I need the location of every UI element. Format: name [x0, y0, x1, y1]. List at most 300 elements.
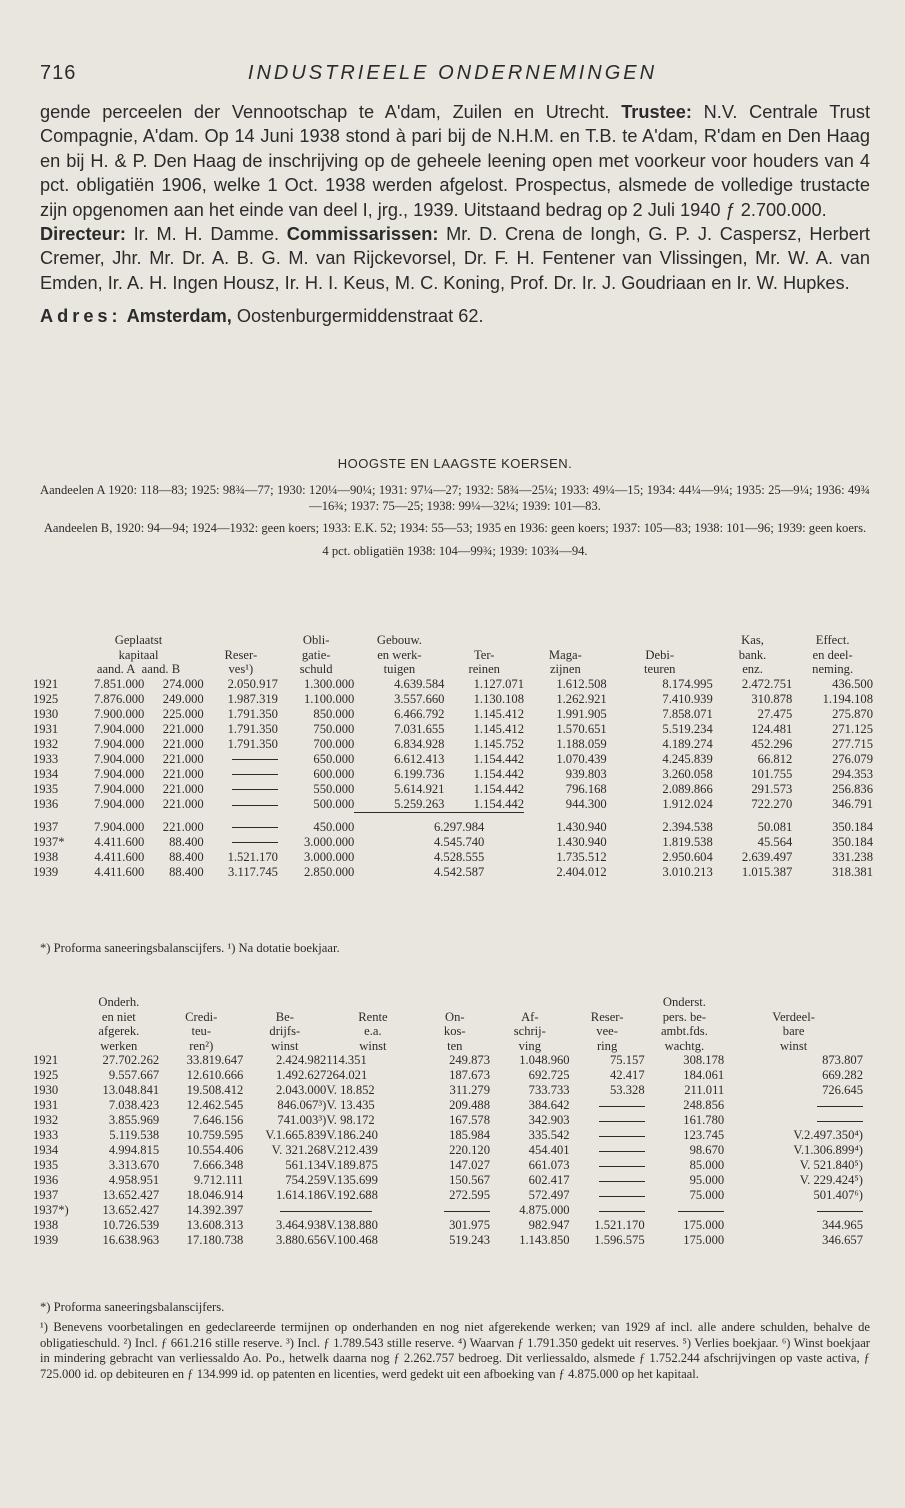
- table-cell: 2.950.604: [662, 849, 713, 864]
- table-cell: 7.904.000: [93, 766, 145, 781]
- table-cell: 572.497: [528, 1188, 570, 1203]
- table-cell: 1.015.387: [741, 864, 793, 879]
- table-cell: 271.125: [832, 721, 873, 736]
- table-cell: 75.157: [609, 1053, 645, 1068]
- table-cell: 1.145.752: [473, 736, 524, 751]
- table-cell: 221.000: [162, 751, 204, 766]
- numbered-footnotes: ¹) Benevens voorbetalingen en gedeclareerde termijnen op onderhanden en nog niet afgerekende werken; van 1929 af incl. alle andere schulden, behalve de obligatieschuld. ²) Incl. ƒ 661.216 stille reserve. ³) Incl. ƒ 1.789.543 stille reserve. ⁴) Waarvan ƒ 1.791.350 gedekt uit reserves. ⁵) Verlies boekjaar. ⁶) Winst boekjaar in mindering gebracht van verliessaldo Ao. Po., hetwelk daarna nog ƒ 2.262.757 bedroeg. Dit verliessaldo, alsmede ƒ 1.752.244 afschrijvingen op vaste activa, ƒ 725.000 id. op debiteuren en ƒ 134.999 id. op patenten en licenties, werd gedekt uit een afboeking van ƒ 4.875.000 op het kapitaal.: [40, 1320, 870, 1381]
- table-cell: [570, 1188, 645, 1203]
- table-cell: 661.073: [528, 1158, 570, 1173]
- table-cell: 1.612.508: [556, 676, 607, 691]
- table-cell: 561.134: [285, 1158, 327, 1173]
- table-cell: 1.300.000: [303, 676, 355, 691]
- table-cell: 10.759.595: [186, 1128, 244, 1143]
- table-cell: 2.089.866: [662, 781, 713, 796]
- table-cell: [204, 835, 278, 850]
- table-cell: 221.000: [162, 736, 204, 751]
- year-cell: 1932: [33, 1113, 59, 1128]
- table-cell: 175.000: [683, 1218, 725, 1233]
- table-cell: 4.958.951: [108, 1173, 160, 1188]
- header-magazijnen: Maga- zijnen: [548, 647, 582, 677]
- table-row: [33, 692, 873, 707]
- table-cell: 1.791.350: [227, 721, 278, 736]
- table-cell: [724, 1203, 863, 1218]
- table-cell: 1.070.439: [556, 751, 607, 766]
- table-cell: 344.965: [822, 1218, 863, 1233]
- table-row: [33, 707, 873, 722]
- table-cell: 3.000.000: [303, 849, 355, 864]
- address-line: Adres: Amsterdam, Oostenburgermiddenstraat 62.: [40, 306, 484, 327]
- table-cell: V.192.688: [326, 1188, 378, 1203]
- table-cell: 7.904.000: [93, 721, 145, 736]
- table-cell: 2.394.538: [662, 819, 713, 834]
- table-cell: 1.127.071: [473, 676, 524, 691]
- table-cell: 550.000: [313, 781, 355, 796]
- table-cell: 7.904.000: [93, 751, 145, 766]
- table-cell: 123.745: [683, 1128, 725, 1143]
- table-cell: 722.270: [751, 797, 793, 812]
- table-cell: 16.638.963: [102, 1233, 160, 1248]
- table-cell: 4.639.584: [394, 676, 445, 691]
- table-row: [33, 812, 873, 835]
- table-cell: 18.046.914: [186, 1188, 244, 1203]
- table-cell: 3.260.058: [662, 766, 713, 781]
- dash-mark: [599, 1196, 645, 1197]
- table-cell: 33.819.647: [186, 1053, 244, 1068]
- year-cell: 1933: [33, 751, 59, 766]
- table-cell: 249.873: [449, 1053, 491, 1068]
- table-cell: 6.466.792: [394, 706, 445, 721]
- dash-mark: [599, 1166, 645, 1167]
- dash-mark: [817, 1211, 863, 1212]
- table-cell: 1.912.024: [662, 797, 713, 812]
- table-cell: V. 229.424⁵): [799, 1173, 863, 1188]
- table-cell: 12.610.666: [186, 1068, 244, 1083]
- table-cell: 185.984: [449, 1128, 491, 1143]
- table-cell: 850.000: [313, 706, 355, 721]
- table-cell: 209.488: [449, 1098, 491, 1113]
- table-cell: 2.639.497: [741, 849, 793, 864]
- table-cell: 754.259: [285, 1173, 327, 1188]
- table-cell: 1.048.960: [519, 1053, 570, 1068]
- table-cell: 85.000: [689, 1158, 725, 1173]
- table-cell: 436.500: [832, 676, 873, 691]
- table-row: [33, 1113, 863, 1128]
- table-cell: 3.000.000: [303, 834, 355, 849]
- price-section: [40, 456, 870, 566]
- table-cell: V. 98.172: [326, 1113, 375, 1128]
- table-cell: 308.178: [683, 1053, 725, 1068]
- table-cell: 220.120: [449, 1143, 491, 1158]
- table-cell: 10.726.539: [102, 1218, 160, 1233]
- year-cell: 1921: [33, 676, 59, 691]
- header-debiteuren: Debi- teuren: [644, 647, 676, 677]
- table-cell: 5.519.234: [662, 721, 713, 736]
- dash-mark: [599, 1181, 645, 1182]
- dash-mark: [232, 842, 278, 843]
- table-cell: 27.702.262: [102, 1053, 160, 1068]
- dash-mark: [599, 1106, 645, 1107]
- table-cell: 7.666.348: [192, 1158, 244, 1173]
- table-cell: 221.000: [162, 781, 204, 796]
- table-row: [33, 1128, 863, 1143]
- table-cell: 519.243: [449, 1233, 491, 1248]
- table-cell: 147.027: [449, 1158, 491, 1173]
- running-title: INDUSTRIEELE ONDERNEMINGEN: [247, 62, 658, 84]
- table-cell: 318.381: [832, 864, 873, 879]
- table-cell: [204, 812, 278, 835]
- header-onderhanden: Onderh. en niet afgerek. werken: [98, 995, 140, 1053]
- table-cell: 982.947: [528, 1218, 570, 1233]
- header-ondersteuning: Onderst. pers. be- ambt.fds. wachtg.: [660, 995, 708, 1053]
- year-cell: 1935: [33, 781, 59, 796]
- table-cell: 2.050.917: [227, 676, 278, 691]
- table-cell: 19.508.412: [186, 1083, 244, 1098]
- table-cell: 1.614.186: [275, 1188, 327, 1203]
- dash-mark: [678, 1211, 724, 1212]
- dash-mark: [817, 1121, 863, 1122]
- table-cell: 7.646.156: [192, 1113, 244, 1128]
- table-cell: 45.564: [757, 834, 793, 849]
- table-cell: 4.411.600: [94, 864, 145, 879]
- table-row: [33, 752, 873, 767]
- table-cell: 184.061: [683, 1068, 725, 1083]
- table-row: [33, 865, 873, 880]
- table-row: [33, 767, 873, 782]
- shares-a-prices: Aandeelen A 1920: 118—83; 1925: 98¾—77; 1930: 120¼—90¼; 1931: 97¼—27; 1932: 58¾—25¼; 1933: 49¼—15; 1934: 44¼—9¼; 1935: 25—9¼; 1936: 49¾—16¾; 1937: 75—25; 1938: 99¼—32¼; 1939: 101—83.: [40, 483, 870, 513]
- table-cell: [570, 1173, 645, 1188]
- table-cell: 700.000: [313, 736, 355, 751]
- management-paragraph: Directeur: Ir. M. H. Damme. Commissarissen: Mr. D. Crena de Iongh, G. P. J. Caspersz, Herbert Cremer, Jhr. Mr. Dr. A. B. G. M. van Rijckevorsel, Dr. F. H. Fentener van Vlissingen, Mr. W. A. van Emden, Ir. A. H. Ingen Housz, Ir. H. I. Keus, M. C. Koning, Prof. Dr. Ir. J. Goudriaan en Ir. W. Hupkes.: [40, 224, 870, 293]
- table-cell: 75.000: [689, 1188, 725, 1203]
- dash-mark: [232, 805, 278, 806]
- year-cell: 1938: [33, 1218, 59, 1233]
- dash-mark: [599, 1211, 645, 1212]
- footnotes: [40, 1300, 870, 1382]
- table-cell: 2.850.000: [303, 864, 355, 879]
- table-row: [33, 722, 873, 737]
- dash-mark: [280, 1211, 326, 1212]
- trust-paragraph: gende perceelen der Vennootschap te A'dam, Zuilen en Utrecht. Trustee: N.V. Centrale Trust Compagnie, A'dam. Op 14 Juni 1938 stond à pari bij de N.H.M. en T.B. te A'dam, R'dam en Den Haag en bij H. & P. Den Haag de inschrijving op de geheele leening open met voorkeur voor houders van 4 pct. obligatiën 1906, welke 1 Oct. 1938 werden afgelost. Prospectus, alsmede de volledige trustacte zijn opgenomen aan het einde van deel I, jrg., 1939. Uitstaand bedrag op 2 Juli 1940 ƒ 2.700.000.: [40, 102, 870, 220]
- table-cell: 101.755: [751, 766, 793, 781]
- year-cell: 1921: [33, 1053, 59, 1068]
- table-cell: V.2.497.350⁴): [793, 1128, 863, 1143]
- table-cell: 1.521.170: [227, 849, 278, 864]
- table-cell: [570, 1203, 645, 1218]
- table-cell: 211.011: [684, 1083, 725, 1098]
- dash-mark: [599, 1136, 645, 1137]
- table-cell: [570, 1143, 645, 1158]
- year-cell: 1925: [33, 1068, 59, 1083]
- header-afschrijving: Af- schrij- ving: [513, 1009, 546, 1053]
- table-cell: 124.481: [751, 721, 793, 736]
- table-cell: [204, 767, 278, 782]
- adres-city: Amsterdam,: [126, 306, 232, 327]
- dash-mark: [817, 1106, 863, 1107]
- table-cell: 3.117.745: [228, 864, 278, 879]
- table-cell: [570, 1128, 645, 1143]
- table-cell: 88.400: [169, 849, 204, 864]
- table-cell: [326, 1203, 419, 1218]
- dash-mark: [232, 827, 278, 828]
- table-cell: 187.673: [449, 1068, 491, 1083]
- table-cell: 346.657: [822, 1233, 863, 1248]
- table-cell: 2.472.751: [741, 676, 793, 691]
- table-cell: 276.079: [832, 751, 873, 766]
- table-cell: 50.081: [757, 819, 793, 834]
- table-cell: 1.262.921: [556, 691, 607, 706]
- table-cell: 944.300: [565, 797, 607, 812]
- table-cell: 7.851.000: [93, 676, 145, 691]
- year-cell: 1931: [33, 1098, 59, 1113]
- table-cell: 3.855.969: [108, 1113, 160, 1128]
- table-cell: 221.000: [162, 797, 204, 812]
- header-terreinen: Ter- reinen: [468, 647, 500, 677]
- table-cell: 6.612.413: [394, 751, 445, 766]
- table-cell: 310.878: [751, 691, 793, 706]
- table-cell: 6.199.736: [394, 766, 445, 781]
- table-cell: V. 18.852: [326, 1083, 375, 1098]
- table-cell: 733.733: [528, 1083, 570, 1098]
- year-cell: 1937*): [33, 1203, 69, 1218]
- table-cell: 53.328: [609, 1083, 645, 1098]
- table-cell: 1.819.538: [662, 834, 713, 849]
- table-cell: 331.238: [832, 849, 873, 864]
- year-cell: 1931: [33, 721, 59, 736]
- table-cell: [570, 1098, 645, 1113]
- table-cell: V. 521.840⁵): [799, 1158, 863, 1173]
- year-cell: 1939: [33, 1233, 59, 1248]
- year-cell: 1934: [33, 1143, 59, 1158]
- table-cell: 274.000: [162, 676, 204, 691]
- table-cell: V.1.306.899⁴): [793, 1143, 863, 1158]
- table-cell: V. 13.435: [326, 1098, 375, 1113]
- table-cell: 4.245.839: [662, 751, 713, 766]
- table-cell: 7.904.000: [93, 781, 145, 796]
- table-cell: [204, 797, 278, 813]
- table-row: [33, 1188, 863, 1203]
- table-cell: 650.000: [313, 751, 355, 766]
- year-cell: 1935: [33, 1158, 59, 1173]
- table-cell: 669.282: [822, 1068, 863, 1083]
- table-row: [33, 1143, 863, 1158]
- table-cell: 4.875.000: [519, 1203, 570, 1218]
- table-cell: 7.876.000: [93, 691, 145, 706]
- table-cell: 7.904.000: [93, 736, 145, 751]
- table-cell: [645, 1203, 725, 1218]
- company-description: [40, 100, 870, 329]
- table-cell: V.138.880: [326, 1218, 378, 1233]
- table-cell: 4.189.274: [662, 736, 713, 751]
- year-cell: 1933: [33, 1128, 59, 1143]
- table-cell: 7.900.000: [93, 706, 145, 721]
- table-cell: 873.807: [822, 1053, 863, 1068]
- dash-mark: [232, 774, 278, 775]
- table-cell: 2.043.000: [275, 1083, 327, 1098]
- balance-sheet-table: [33, 633, 873, 880]
- table-cell: 1.130.108: [473, 691, 524, 706]
- table-cell: 221.000: [162, 819, 204, 834]
- table-cell: 95.000: [689, 1173, 725, 1188]
- header-gebouwen: Gebouw. en werk- tuigen: [376, 633, 422, 677]
- price-section-title: HOOGSTE EN LAAGSTE KOERSEN.: [337, 456, 573, 471]
- table-cell: 1.791.350: [227, 706, 278, 721]
- table-cell: 346.791: [832, 797, 873, 812]
- header-effecten: Effect. en deel- neming.: [812, 633, 854, 677]
- table-cell: 7.410.939: [662, 691, 713, 706]
- header-verdeelbare-winst: Verdeel- bare winst: [772, 1009, 815, 1053]
- table-cell: V.186.240: [326, 1128, 378, 1143]
- table-cell: 1.188.059: [556, 736, 607, 751]
- table-cell: 600.000: [313, 766, 355, 781]
- table-cell: [724, 1113, 863, 1128]
- year-cell: 1939: [33, 864, 59, 879]
- adres-label: Adres:: [40, 306, 122, 327]
- table-cell: 12.462.545: [186, 1098, 244, 1113]
- table-cell: 1.735.512: [556, 849, 607, 864]
- table-cell: 294.353: [832, 766, 873, 781]
- table-cell: [724, 1098, 863, 1113]
- table-cell: 1.154.442: [473, 781, 524, 796]
- directeur-label: Directeur:: [40, 224, 126, 245]
- table-cell: 221.000: [162, 766, 204, 781]
- table-cell: 1.143.850: [519, 1233, 570, 1248]
- year-cell: 1925: [33, 691, 59, 706]
- table-row: [33, 1053, 863, 1068]
- header-rente: Rente e.a. winst: [358, 1009, 388, 1053]
- table-cell: 7.038.423: [108, 1098, 160, 1113]
- table-cell: 42.417: [609, 1068, 645, 1083]
- table-cell: 3.010.213: [662, 864, 713, 879]
- dash-mark: [444, 1211, 490, 1212]
- table-cell: V. 321.268: [271, 1143, 327, 1158]
- table-cell: 1.430.940: [556, 819, 607, 834]
- table-cell: 350.184: [832, 819, 873, 834]
- table-cell: 741.003³): [277, 1113, 327, 1128]
- table-cell: 7.904.000: [93, 819, 145, 834]
- table-cell: 10.554.406: [186, 1143, 244, 1158]
- table-cell: 150.567: [449, 1173, 491, 1188]
- table-cell: 454.401: [528, 1143, 570, 1158]
- table-cell: 1.991.905: [556, 706, 607, 721]
- bond-prices: 4 pct. obligatiën 1938: 104—99¾; 1939: 103¾—94.: [322, 543, 588, 558]
- table-cell: 27.475: [757, 706, 793, 721]
- table-cell: 500.000: [313, 797, 355, 812]
- table-cell: 256.836: [832, 781, 873, 796]
- table-cell: 692.725: [528, 1068, 570, 1083]
- table-cell: 726.645: [822, 1083, 863, 1098]
- table-cell: 221.000: [162, 721, 204, 736]
- table-cell: 4.994.815: [108, 1143, 160, 1158]
- table-cell: 846.067³): [277, 1098, 327, 1113]
- table-row: [33, 1218, 863, 1233]
- table-cell: 342.903: [528, 1113, 570, 1128]
- year-cell: 1937: [33, 1188, 59, 1203]
- header-reserves: Reser- ves¹): [224, 647, 258, 677]
- table-cell: 8.174.995: [662, 676, 713, 691]
- table-cell: 277.715: [832, 736, 873, 751]
- table-cell: 3.880.656: [275, 1233, 327, 1248]
- table-cell: 249.000: [162, 691, 204, 706]
- proforma-note: *) Proforma saneeringsbalanscijfers.: [40, 1300, 225, 1314]
- table-cell: 7.858.071: [662, 706, 713, 721]
- table-cell: 1.570.651: [556, 721, 607, 736]
- table-cell: 248.856: [683, 1098, 725, 1113]
- table-cell: 3.464.938: [275, 1218, 327, 1233]
- table-cell: 225.000: [162, 706, 204, 721]
- table-cell: 9.557.667: [108, 1068, 160, 1083]
- table-cell: 88.400: [169, 864, 204, 879]
- profit-loss-table: [33, 995, 863, 1248]
- table-cell: 7.031.655: [394, 721, 445, 736]
- table-row: [33, 850, 873, 865]
- table-cell: 17.180.738: [186, 1233, 244, 1248]
- table-cell: 167.578: [449, 1113, 491, 1128]
- table-cell: 1.194.108: [822, 691, 873, 706]
- table-cell: 1.154.442: [473, 751, 524, 766]
- table-cell: 750.000: [313, 721, 355, 736]
- table-cell: [204, 782, 278, 797]
- table-cell: 14.392.397: [186, 1203, 244, 1218]
- header-kas: Kas, bank. enz.: [738, 633, 767, 677]
- table-cell: [420, 1203, 490, 1218]
- table-cell: V.135.699: [326, 1173, 378, 1188]
- table-cell: 602.417: [528, 1173, 570, 1188]
- year-cell: 1934: [33, 766, 59, 781]
- table-cell: 4.411.600: [94, 849, 145, 864]
- dash-mark: [599, 1151, 645, 1152]
- year-cell: 1932: [33, 736, 59, 751]
- table-cell: 939.803: [565, 766, 607, 781]
- table-cell: 13.652.427: [102, 1203, 160, 1218]
- header-onkosten: On- kos- ten: [443, 1009, 466, 1053]
- table-row: [33, 1173, 863, 1188]
- table-cell: 1.791.350: [227, 736, 278, 751]
- table-row: [33, 1203, 863, 1218]
- table-cell: 1.154.442: [444, 797, 524, 813]
- table-cell: 450.000: [313, 819, 355, 834]
- table-cell: 264.021: [326, 1068, 368, 1083]
- table-cell: 13.652.427: [102, 1188, 160, 1203]
- table-cell: 1.145.412: [473, 721, 524, 736]
- table-row: [33, 737, 873, 752]
- table-cell: 66.812: [757, 751, 793, 766]
- table-cell: V.100.468: [326, 1233, 378, 1248]
- year-cell: 1930: [33, 1083, 59, 1098]
- commissarissen-label: Commissarissen:: [286, 224, 439, 245]
- table-cell: 2.424.982: [275, 1053, 327, 1068]
- table-cell: 13.608.313: [186, 1218, 244, 1233]
- table-cell: V.189.875: [326, 1158, 378, 1173]
- table-cell: [204, 752, 278, 767]
- table-cell: 98.670: [689, 1143, 725, 1158]
- table-cell: 4.411.600: [94, 834, 145, 849]
- table-cell: 88.400: [169, 834, 204, 849]
- table-row: [33, 797, 873, 813]
- table-cell: 9.712.111: [193, 1173, 244, 1188]
- trustee-label: Trustee:: [621, 102, 692, 122]
- table-cell: 291.573: [751, 781, 793, 796]
- table-cell: 5.119.538: [109, 1128, 160, 1143]
- table-cell: 1.430.940: [556, 834, 607, 849]
- table-row: [33, 835, 873, 850]
- table-cell: 114.351: [326, 1053, 367, 1068]
- table-row: [33, 677, 873, 692]
- table-cell: 175.000: [683, 1233, 725, 1248]
- table-cell: 4.542.587: [433, 864, 485, 879]
- shares-b-prices: Aandeelen B, 1920: 94—94; 1924—1932: geen koers; 1933: E.K. 52; 1934: 55—53; 1935 en 1936: geen koers; 1937: 105—83; 1938: 101—96; 1939: geen koers.: [43, 521, 867, 536]
- table-cell: [570, 1158, 645, 1173]
